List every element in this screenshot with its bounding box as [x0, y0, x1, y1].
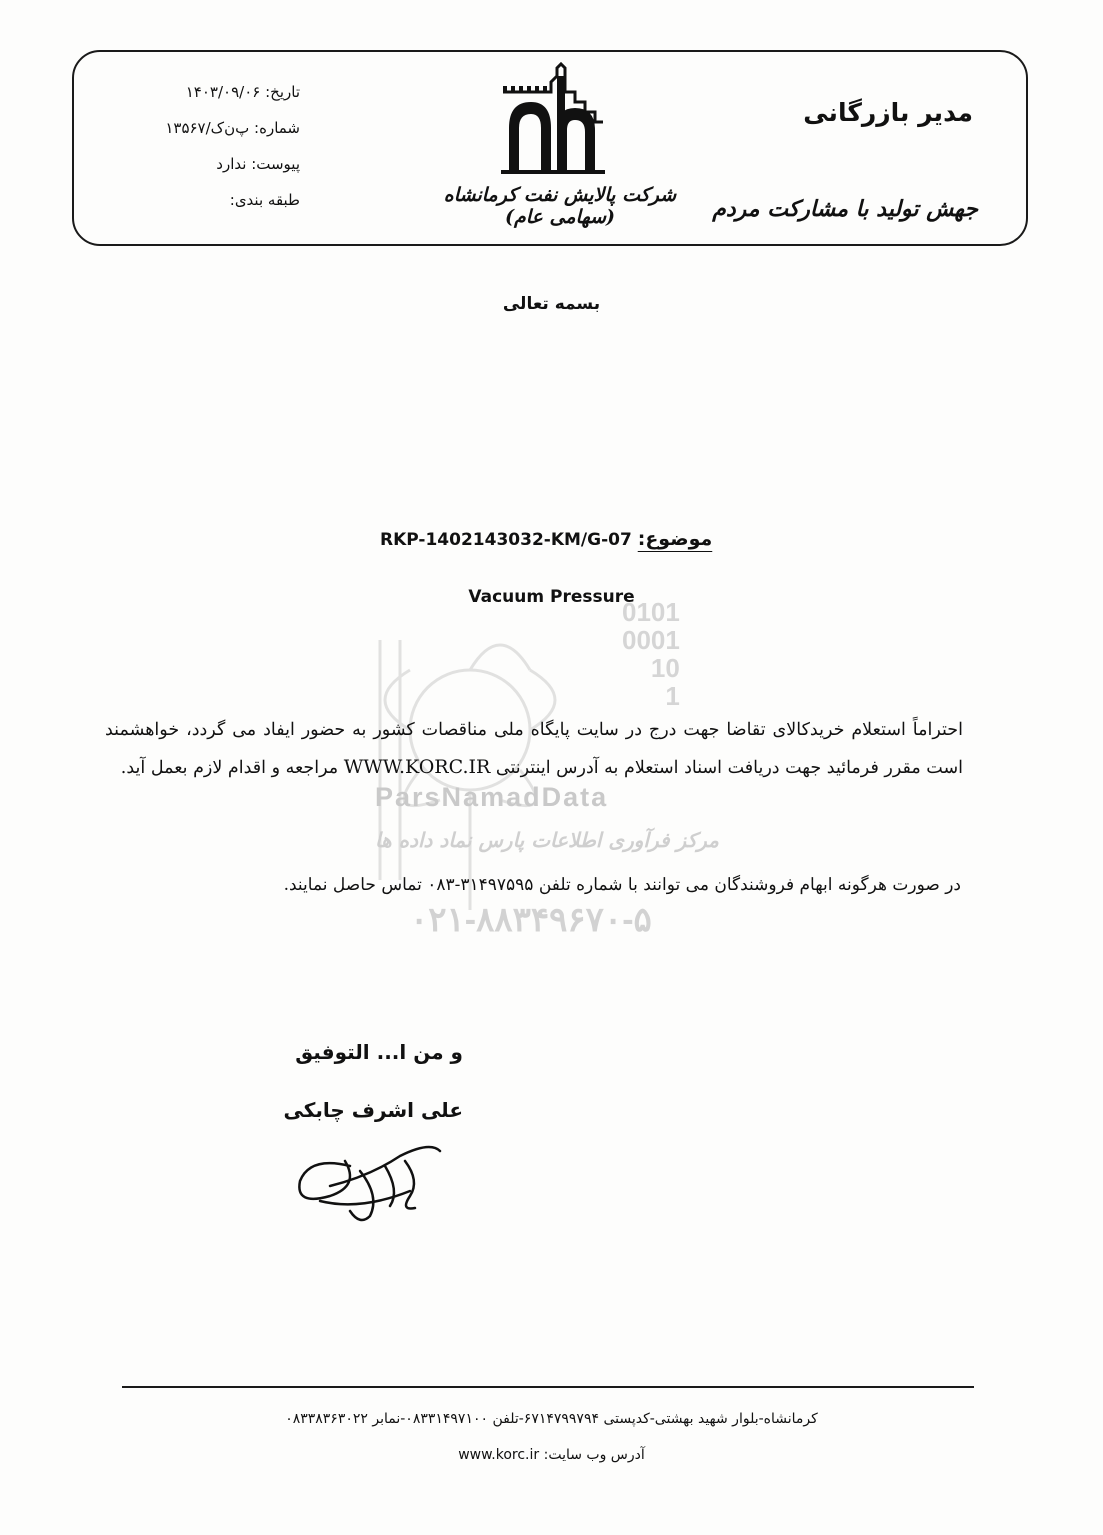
item-name: Vacuum Pressure — [468, 587, 635, 607]
number-row — [160, 110, 300, 146]
signature-image — [290, 1136, 450, 1226]
watermark-binary: 0101 0001 10 1 — [622, 597, 680, 711]
subject-line — [380, 528, 712, 550]
basmala: بسمه تعالی — [502, 294, 601, 314]
footer-website — [0, 1447, 1103, 1463]
recipient-title: مدیر بازرگانی — [803, 98, 973, 127]
korc-url-link[interactable]: WWW.KORC.IR — [343, 756, 491, 778]
number-value: پ‌ن‌ک/۱۳۵۶۷ — [165, 119, 250, 137]
classification-label: طبقه بندی: — [229, 191, 300, 209]
watermark-phone: ۰۲۱-۸۸۳۴۹۶۷۰-۵ — [410, 901, 652, 939]
date-value: ۱۴۰۳/۰۹/۰۶ — [185, 83, 261, 101]
subject-label: موضوع: — [637, 528, 713, 550]
request-paragraph — [105, 712, 963, 787]
watermark-subtitle: مرکز فرآوری اطلاعات پارس نماد داده ها — [375, 828, 719, 852]
signer-name: علی اشرف چابکی — [283, 1098, 463, 1122]
letter-meta — [160, 74, 300, 218]
footer-site-link[interactable]: www.korc.ir — [458, 1447, 540, 1463]
subject-code: RKP-1402143032-KM/G-07 — [380, 530, 632, 550]
classification-row — [160, 182, 300, 218]
watermark-brand: ParsNamadData — [375, 782, 609, 812]
date-row — [160, 74, 300, 110]
footer-divider — [122, 1386, 974, 1388]
year-slogan: جهش تولید با مشارکت مردم — [712, 196, 978, 222]
contact-paragraph: در صورت هرگونه ابهام فروشندگان می توانند با شماره تلفن ۳۱۴۹۷۵۹۵-۰۸۳ تماس حاصل نمایند. — [283, 875, 961, 895]
attachment-label: پیوست: — [251, 155, 300, 173]
number-label: شماره: — [254, 119, 300, 137]
date-label: تاریخ: — [265, 83, 300, 101]
footer-site-label: آدرس وب سایت: — [543, 1447, 645, 1463]
closing-phrase: و من ا... التوفیق — [295, 1040, 463, 1064]
footer-address: کرمانشاه-بلوار شهید بهشتی-کدپستی ۶۷۱۴۷۹۹۷۹۴-تلفن ۰۸۳۳۱۴۹۷۱۰۰-نمابر ۰۸۳۳۸۳۶۳۰۲۲ — [285, 1411, 818, 1427]
attachment-value: ندارد — [216, 155, 247, 173]
paragraph-part2: مراجعه و اقدام لازم بعمل آید. — [120, 758, 339, 778]
attachment-row — [160, 146, 300, 182]
paragraph-part1: احتراماً استعلام خریدکالای تقاضا جهت درج در سایت پایگاه ملی مناقصات کشور به حضور ایفاد می گردد، خواهشمند است مقرر فرمائید جهت دریافت اسناد استعلام به آدرس اینترنتی — [105, 720, 963, 778]
company-name: شرکت پالایش نفت کرمانشاه (سهامی عام) — [443, 184, 677, 228]
company-logo — [495, 62, 615, 180]
